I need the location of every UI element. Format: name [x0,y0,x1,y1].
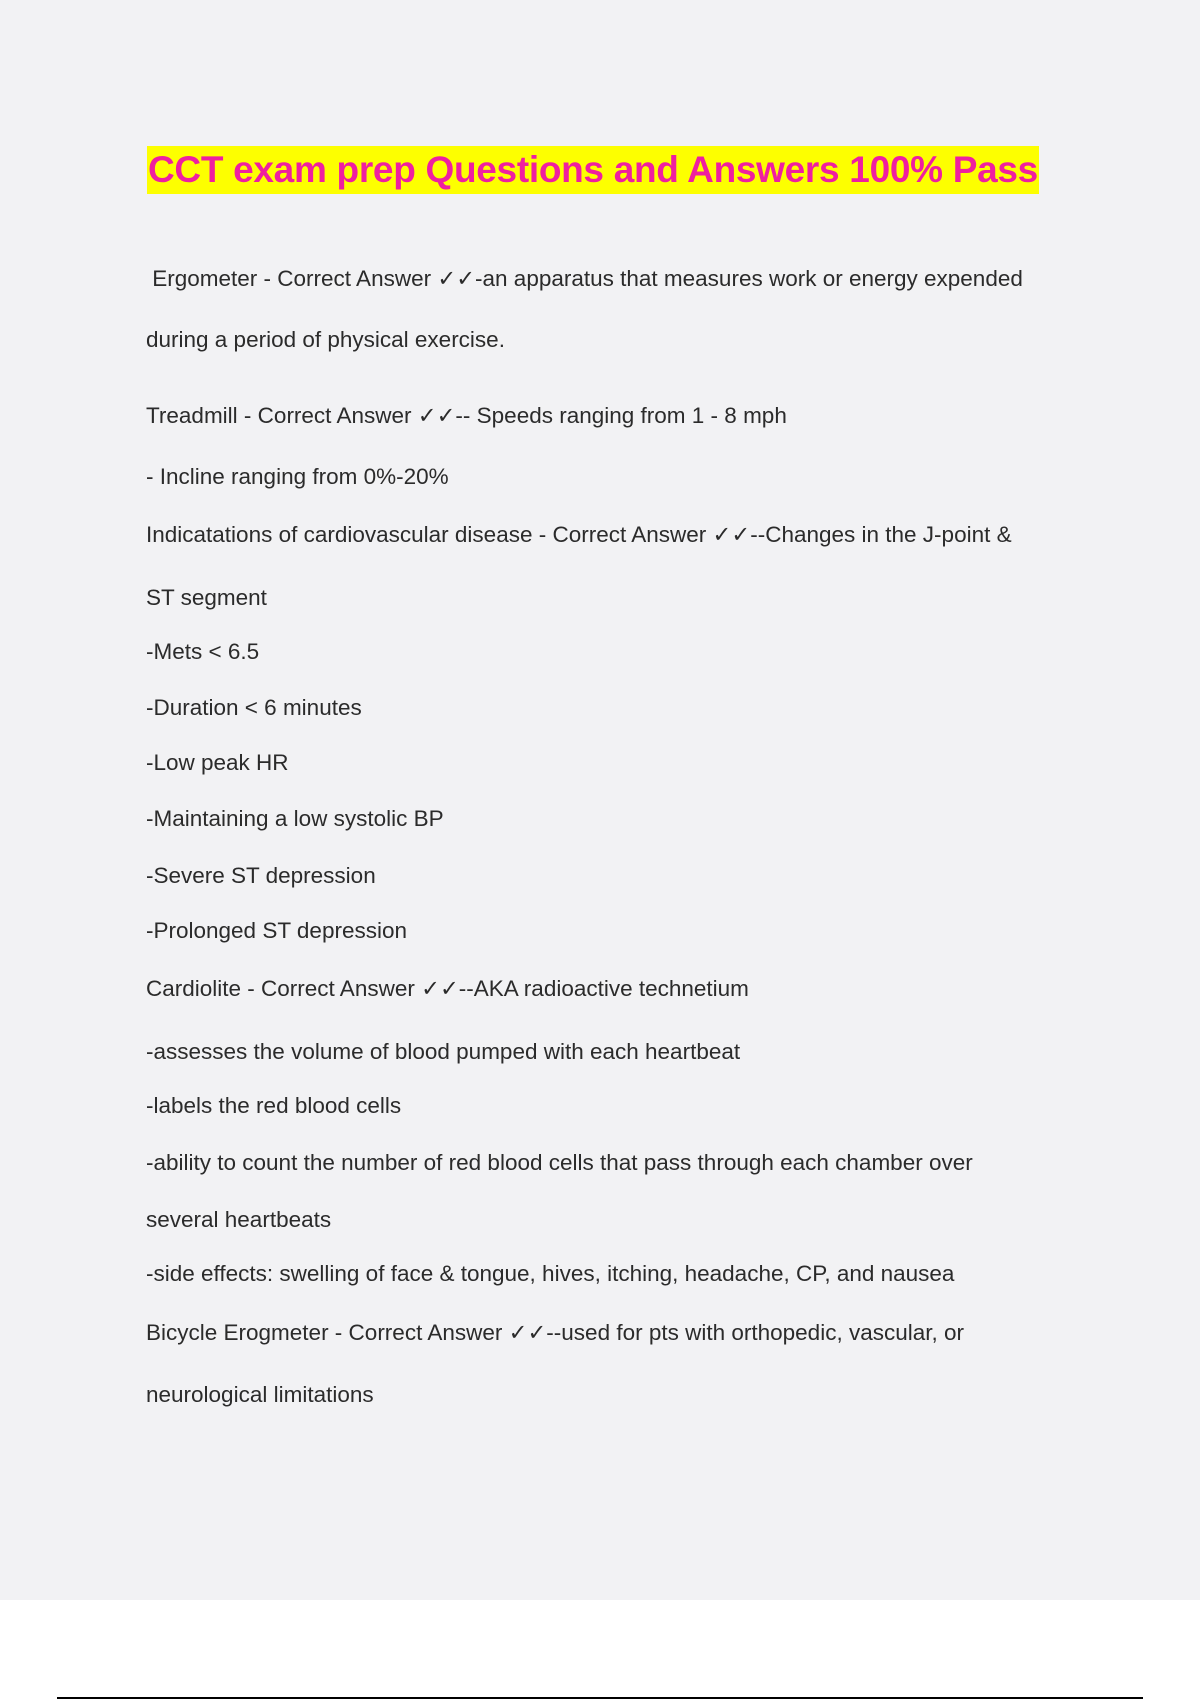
text-line: -Low peak HR [146,750,289,775]
text-line-cardiolite: Cardiolite - Correct Answer ✓✓--AKA radioactive technetium [146,976,749,1001]
text-line: -Maintaining a low systolic BP [146,806,444,831]
text-line-ergometer: Ergometer - Correct Answer ✓✓-an apparatus that measures work or energy expended [146,266,1023,291]
page-divider [57,1697,1143,1699]
document-title: CCT exam prep Questions and Answers 100% Pass [147,146,1039,194]
text-line: -side effects: swelling of face & tongue, hives, itching, headache, CP, and nausea [146,1261,955,1286]
text-line-bicycle-ergometer: Bicycle Erogmeter - Correct Answer ✓✓--used for pts with orthopedic, vascular, or [146,1320,964,1345]
text-line: -Severe ST depression [146,863,376,888]
text-line: several heartbeats [146,1207,332,1232]
text-line: ST segment [146,585,267,610]
text-line: neurological limitations [146,1382,374,1407]
text-line: -labels the red blood cells [146,1093,402,1118]
text-line-treadmill: Treadmill - Correct Answer ✓✓-- Speeds ranging from 1 - 8 mph [146,403,787,428]
text-line: -Mets < 6.5 [146,639,260,664]
text-line: -ability to count the number of red blood cells that pass through each chamber over [146,1150,973,1175]
text-line: -Prolonged ST depression [146,918,407,943]
text-line: -Duration < 6 minutes [146,695,362,720]
text-line: -assesses the volume of blood pumped with each heartbeat [146,1039,741,1064]
text-line: - Incline ranging from 0%-20% [146,464,449,489]
text-line-cardiovascular-disease: Indicatations of cardiovascular disease - Correct Answer ✓✓--Changes in the J-point & [146,522,1012,547]
text-line: during a period of physical exercise. [146,327,505,352]
